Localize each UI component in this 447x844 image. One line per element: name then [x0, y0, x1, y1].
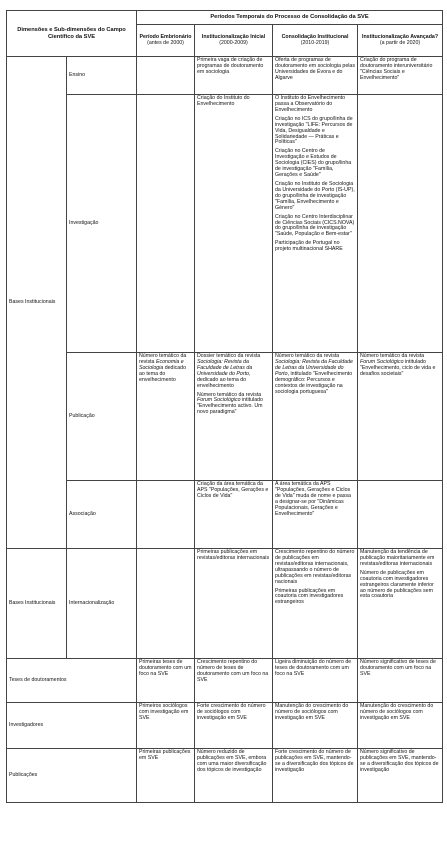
- bases-institucionais-label: Bases Institucionais: [7, 57, 67, 549]
- bases-institucionais-label-2: Bases Institucionais: [7, 549, 67, 659]
- periods-title: Períodos Temporais do Processo de Consolidação da SVE: [137, 11, 443, 25]
- cell-ensino-p4: Criação do programa de doutoramento interuniversitário "Ciências Sociais e Envelhecimento": [358, 57, 443, 95]
- investigacao-p3-item: Participação de Portugal no projeto multinacional SHARE: [275, 240, 343, 253]
- table-row-publicacao: [7, 353, 443, 481]
- cell-teses-p2: Crescimento repentino do número de teses de doutoramento com um foco na SVE: [195, 659, 273, 703]
- cell-publicacoes-p1: Primeiras publicações em SVE: [137, 749, 195, 803]
- period-header-inicial: Institucionalização Inicial (2000-2009): [195, 25, 273, 57]
- header-row-periods: [7, 11, 443, 25]
- table-row-associacao: [7, 481, 443, 549]
- table-row-teses: [7, 659, 443, 703]
- publicacao-p2-item: Dossier temático da revista Sociologia: Revista da Faculdade de Letras da Universidade do Porto, dedicado ao tema do envelhecimento: [197, 353, 261, 389]
- period-header-embrionario: Período Embrionário (antes de 2000): [137, 25, 195, 57]
- cell-investigacao-p1: [137, 95, 195, 353]
- cell-investigacao-p4: [358, 95, 443, 353]
- cell-teses-p3: Ligeira diminuição do número de teses de doutoramento com um foco na SVE: [273, 659, 358, 703]
- cell-investigacao-p3: [273, 95, 358, 353]
- cell-internacionalizacao-p3: [273, 549, 358, 659]
- table-row-publicacoes: [7, 749, 443, 803]
- row-label-internacionalizacao: Internacionalização: [67, 549, 137, 659]
- investigacao-p3-item: Criação no ICS do grupo/linha de investigação "LIFE: Percursos de Vida, Desigualdade e Solidariedade — Práticas e Políticas": [275, 115, 353, 146]
- internacionalizacao-p3-item: Crescimento repentino do número de publicações em revistas/editoras internacionais, ultrapassando o número de publicações em revistas/editoras nacionais: [275, 549, 355, 585]
- cell-publicacao-p3: Número temático da revista Sociologia: Revista da Faculdade de Letras da Universidade do Porto, intitulado "Envelhecimento demográfico: Percursos e contextos de investigação na sociologia portuguesa": [273, 353, 358, 481]
- row-label-associacao: Associação: [67, 481, 137, 549]
- cell-investigadores-p3: Manutenção do crescimento do número de sociólogos com investigação em SVE: [273, 703, 358, 749]
- cell-investigadores-p2: Forte crescimento do número de sociólogos com investigação em SVE: [195, 703, 273, 749]
- sve-consolidation-table: [6, 10, 443, 803]
- row-label-investigadores: Investigadores: [7, 703, 137, 749]
- dimensions-header: Dimensões e Sub-dimensões do Campo Científico da SVE: [7, 11, 137, 57]
- cell-publicacoes-p4: Número significativo de publicações em SVE, mantendo-se a diversificação dos tópicos de investigação: [358, 749, 443, 803]
- row-label-publicacoes: Publicações: [7, 749, 137, 803]
- internacionalizacao-p4-item: Número de publicações em coautoria com investigadores estrangeiros claramente inferior ao número de publicações sem esta coautoria: [360, 569, 434, 600]
- period-header-avancada: Institucionalização Avançada? (a partir de 2020): [358, 25, 443, 57]
- cell-teses-p4: Número significativo de teses de doutoramento com um foco na SVE: [358, 659, 443, 703]
- cell-publicacoes-p3: Forte crescimento do número de publicações em SVE, mantendo-se a diversificação dos tópicos de investigação: [273, 749, 358, 803]
- investigacao-p3-item: Criação no Centro de Investigação e Estudos de Sociologia (CIES) do grupo/linha de investigação "Família, Gerações e Saúde": [275, 148, 352, 179]
- cell-publicacao-p1: Número temático da revista Economia e Sociologia dedicado ao tema do envelhecimento: [137, 353, 195, 481]
- cell-publicacao-p2: [195, 353, 273, 481]
- cell-associacao-p3: A área temática da APS "Populações, Gerações e Ciclos de Vida" muda de nome e passa a designar-se por "Dinâmicas Populacionais, Gerações e Envelhecimento": [273, 481, 358, 549]
- period-header-consolidacao: Consolidação Institucional (2010-2019): [273, 25, 358, 57]
- row-label-investigacao: Investigação: [67, 95, 137, 353]
- cell-investigacao-p2: Criação do Instituto do Envelhecimento: [195, 95, 273, 353]
- cell-publicacao-p4: Número temático da revista Forum Sociológico intitulado "Envelhecimento, ciclo de vida e desafios societais": [358, 353, 443, 481]
- row-label-publicacao: Publicação: [67, 353, 137, 481]
- cell-associacao-p1: [137, 481, 195, 549]
- cell-investigadores-p1: Primeiros sociólogos com investigação em SVE: [137, 703, 195, 749]
- cell-teses-p1: Primeiras teses de doutoramento com um foco na SVE: [137, 659, 195, 703]
- cell-associacao-p4: [358, 481, 443, 549]
- table-row-ensino: [7, 57, 443, 95]
- row-label-ensino: Ensino: [67, 57, 137, 95]
- cell-ensino-p1: [137, 57, 195, 95]
- cell-internacionalizacao-p1: [137, 549, 195, 659]
- table-row-investigacao: [7, 95, 443, 353]
- cell-associacao-p2: Criação da área temática da APS "Populações, Gerações e Ciclos de Vida": [195, 481, 273, 549]
- row-label-teses: Teses de doutoramentos: [7, 659, 137, 703]
- investigacao-p3-item: O Instituto do Envelhecimento passa a Observatório do Envelhecimento: [275, 95, 346, 113]
- publicacao-p2-item: Número temático da revista Forum Sociológico intitulado "Envelhecimento activo. Um novo paradigma": [197, 391, 263, 416]
- cell-investigadores-p4: Manutenção do crescimento do número de sociólogos com investigação em SVE: [358, 703, 443, 749]
- table-row-internacionalizacao: [7, 549, 443, 659]
- cell-internacionalizacao-p4: [358, 549, 443, 659]
- internacionalizacao-p3-item: Primeiras publicações em coautoria com investigadores estrangeiros: [275, 587, 344, 606]
- cell-ensino-p3: Oferta de programas de doutoramento em sociologia pelas Universidades de Évora e do Algarve: [273, 57, 358, 95]
- cell-publicacoes-p2: Número reduzido de publicações em SVE, embora com uma maior diversificação dos tópicos de investigação: [195, 749, 273, 803]
- cell-internacionalizacao-p2: Primeiras publicações em revistas/editoras internacionais: [195, 549, 273, 659]
- investigacao-p3-item: Criação no Centro Interdisciplinar de Ciências Sociais (CICS.NOVA) do grupo/linha de investigação "Saúde, População e Bem-estar": [275, 213, 355, 238]
- investigacao-p3-item: Criação no Instituto de Sociologia da Universidade do Porto (IS-UP), do grupo/linha de investigação "Família, Envelhecimento e Género": [275, 180, 355, 211]
- internacionalizacao-p4-item: Manutenção da tendência de publicação maioritariamente em revistas/editoras internacionais: [360, 549, 435, 567]
- cell-ensino-p2: Primeira vaga de criação de programas de doutoramento em sociologia: [195, 57, 273, 95]
- table-row-investigadores: [7, 703, 443, 749]
